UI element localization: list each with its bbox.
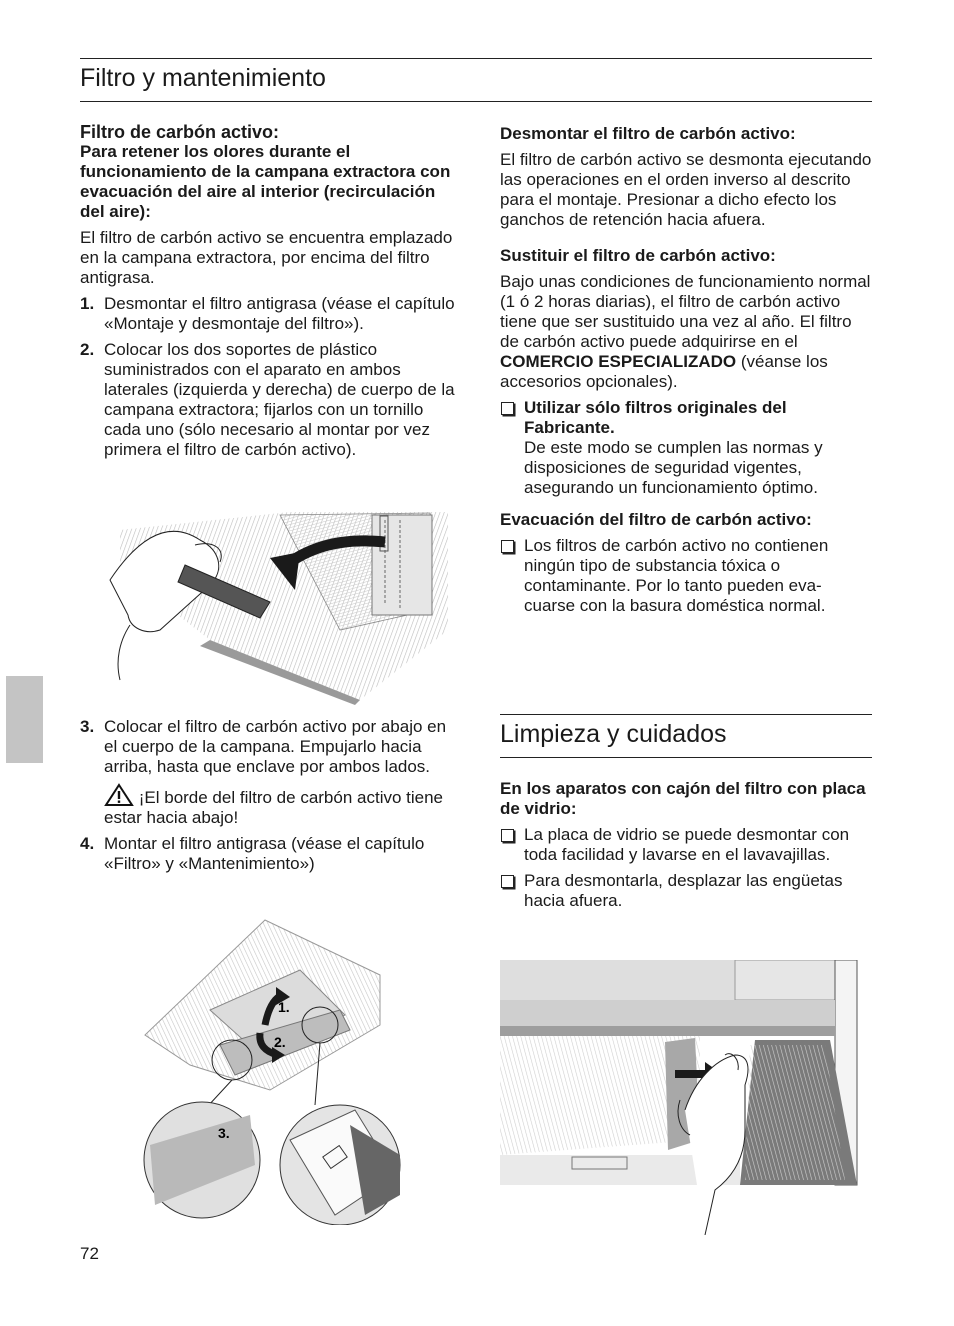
left-column (80, 122, 455, 466)
remove-filter-text: El filtro de carbón activo se desmonta ejecutando las operaciones en el orden inverso al descrito para el montaje. Presionar a dicho efecto los ganchos de retención hacia afuera. (500, 150, 872, 229)
step-text: Montar el filtro antigrasa (véase el capítulo «Filtro» y «Mantenimiento») (104, 834, 425, 873)
checkbox-bullet-icon (501, 875, 514, 888)
steps-list-c (80, 834, 455, 874)
section2-title: Limpieza y cuidados (500, 720, 727, 748)
check-text: Para desmontarla, desplazar las engüetas hacia afuera. (524, 871, 843, 910)
header-top-rule (80, 58, 872, 59)
checklist-item-disposal (500, 536, 872, 616)
chapter-tab (6, 676, 43, 763)
step-number: 2. (80, 340, 95, 359)
intro-paragraph: El filtro de carbón activo se encuentra emplazado en la campana extractora, por encima del filtro antigrasa. (80, 228, 453, 287)
warning-text: ¡El borde del filtro de carbón activo tiene estar hacia abajo! (104, 788, 444, 827)
heading-glass-plate: En los aparatos con cajón del filtro con placa de vidrio: (500, 779, 866, 818)
right-column-cleaning (500, 779, 872, 917)
checkbox-bullet-icon (501, 540, 514, 553)
figure-install-holder (100, 510, 450, 705)
figure-glass-plate-removal (500, 960, 860, 1235)
figure-label-2: 2. (274, 1034, 286, 1050)
section-heading-carbon-filter: Filtro de carbón activo: (80, 122, 280, 142)
checkbox-bullet-icon (501, 402, 514, 415)
figure-label-3: 3. (218, 1125, 230, 1141)
checklist-item-original-filters (500, 398, 872, 498)
step-text: Desmontar el filtro antigrasa (véase el capítulo «Montaje y desmontaje del filtro»). (104, 294, 455, 333)
checklist-item (500, 825, 872, 865)
list-item (80, 834, 455, 874)
step-text: Colocar los dos soportes de plástico suministrados con el aparato en ambos laterales (izquierda y derecha) de cuerpo de la campana extractora; fijarlos con un tornillo cada uno (sólo necesario al montar por vez primera el filtro de carbón activo). (104, 340, 455, 459)
check-text: Los filtros de carbón activo no contienen ningún tipo de substancia tóxica o contaminante. Por lo tanto pueden eva-cuarse con la basura doméstica normal. (524, 536, 829, 615)
right-column (500, 124, 872, 622)
lead-paragraph: Para retener los olores durante el funcionamiento de la campana extractora con evacuación del aire al interior (recirculación del aire): (80, 142, 451, 221)
step-number: 3. (80, 717, 95, 736)
check-bold-text: Utilizar sólo filtros originales del Fabricante. (524, 398, 787, 437)
steps-list-a (80, 294, 455, 460)
warning-note (80, 783, 455, 828)
left-column-cont (80, 717, 455, 880)
section2-bottom-rule (500, 757, 872, 758)
list-item (80, 294, 455, 334)
list-item (80, 717, 455, 777)
step-number: 4. (80, 834, 95, 853)
page-title: Filtro y mantenimiento (80, 64, 326, 92)
replace-filter-text: Bajo unas condiciones de funcionamiento normal (1 ó 2 horas diarias), el filtro de carbón activo tiene que ser sustituido una vez al año. El filtro de carbón activo puede adquirirse en el COMERCIO ESPECIALIZADO (véanse los accesorios opcionales). (500, 272, 871, 391)
warning-icon (104, 783, 134, 807)
checklist-item (500, 871, 872, 911)
list-item (80, 340, 455, 460)
steps-list-b (80, 717, 455, 777)
section2-top-rule (500, 714, 872, 715)
step-number: 1. (80, 294, 95, 313)
heading-dispose-filter: Evacuación del filtro de carbón activo: (500, 510, 812, 529)
checkbox-bullet-icon (501, 829, 514, 842)
figure-insert-carbon-filter (140, 915, 415, 1225)
heading-remove-filter: Desmontar el filtro de carbón activo: (500, 124, 796, 143)
header-bottom-rule (80, 101, 872, 102)
heading-replace-filter: Sustituir el filtro de carbón activo: (500, 246, 776, 265)
figure-label-1: 1. (278, 999, 290, 1015)
step-text: Colocar el filtro de carbón activo por abajo en el cuerpo de la campana. Empujarlo hacia arriba, hasta que enclave por ambos lados. (104, 717, 447, 776)
check-text: La placa de vidrio se puede desmontar con toda facilidad y lavarse en el lavavajillas. (524, 825, 850, 864)
check-text: De este modo se cumplen las normas y disposiciones de seguridad vigentes, asegurando un funcionamiento óptimo. (524, 438, 823, 497)
page-number: 72 (80, 1244, 99, 1263)
